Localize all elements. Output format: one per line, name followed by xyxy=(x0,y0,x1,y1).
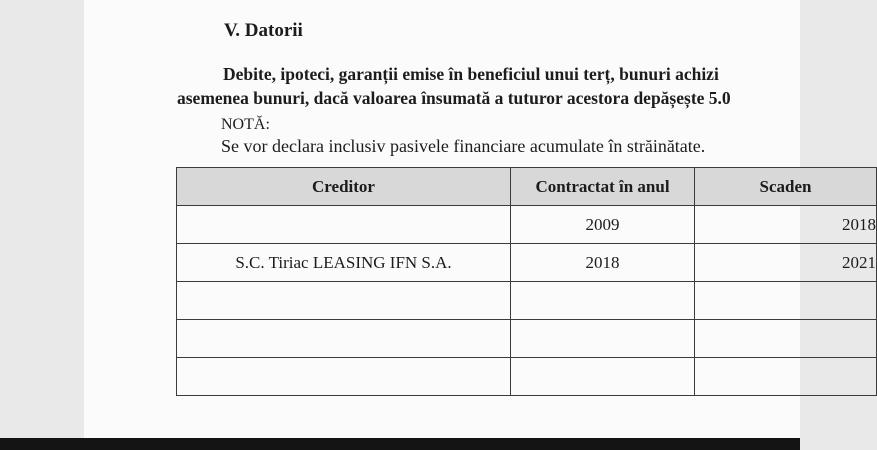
intro-paragraph xyxy=(177,62,731,110)
cell-due-date xyxy=(695,282,877,320)
cell-contracted-year xyxy=(511,282,695,320)
cell-due-date xyxy=(695,358,877,396)
table-row xyxy=(177,320,877,358)
debts-table xyxy=(176,167,877,396)
note-label: NOTĂ: xyxy=(221,116,270,133)
cell-contracted-year xyxy=(511,358,695,396)
cell-creditor xyxy=(177,358,511,396)
intro-line-1: Debite, ipoteci, garanții emise în beneficiul unui terț, bunuri achizi xyxy=(223,64,719,84)
cell-creditor: S.C. Tiriac LEASING IFN S.A. xyxy=(177,244,511,282)
table-row xyxy=(177,282,877,320)
cell-due-date: 2018 xyxy=(695,206,877,244)
cell-creditor xyxy=(177,282,511,320)
document-page xyxy=(84,0,876,438)
cell-due-date xyxy=(695,320,877,358)
note-text: Se vor declara inclusiv pasivele financiare acumulate în străinătate. xyxy=(221,136,706,156)
cell-contracted-year: 2018 xyxy=(511,244,695,282)
cell-creditor xyxy=(177,320,511,358)
table-row xyxy=(177,358,877,396)
cell-contracted-year: 2009 xyxy=(511,206,695,244)
bottom-bar xyxy=(0,438,800,450)
table-row xyxy=(177,206,877,244)
intro-line-2: asemenea bunuri, dacă valoarea însumată a tuturor acestora depășește 5.0 xyxy=(177,88,731,108)
header-contracted-year: Contractat în anul xyxy=(511,168,695,206)
table-row xyxy=(177,244,877,282)
section-title: V. Datorii xyxy=(224,20,303,41)
cell-creditor xyxy=(177,206,511,244)
cell-contracted-year xyxy=(511,320,695,358)
table-header-row xyxy=(177,168,877,206)
header-due-date: Scaden xyxy=(695,168,877,206)
header-creditor: Creditor xyxy=(177,168,511,206)
cell-due-date: 2021 xyxy=(695,244,877,282)
